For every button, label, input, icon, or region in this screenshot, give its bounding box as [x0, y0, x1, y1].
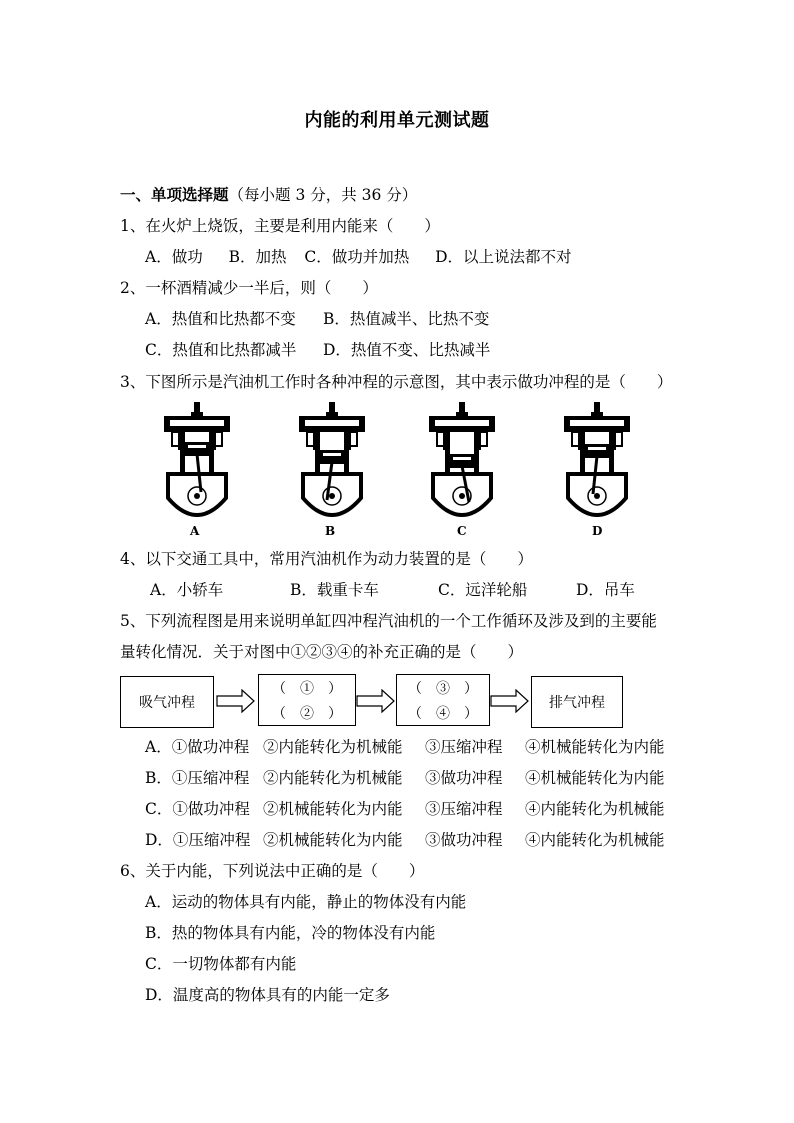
flow-box-3-top: （ ③ ）	[408, 680, 478, 697]
q5-a-4: ④机械能转化为内能	[525, 738, 665, 756]
q5-d-2: ②机械能转化为内能	[263, 831, 403, 849]
engine-stroke-diagrams	[150, 402, 670, 542]
q5-b-2: ②内能转化为机械能	[263, 769, 403, 787]
engine-label-c[interactable]: C	[457, 524, 467, 538]
q5-a-2: ②内能转化为机械能	[263, 738, 403, 756]
q5-d-4: ④内能转化为机械能	[525, 831, 665, 849]
q5-option-c[interactable]	[145, 799, 665, 819]
stroke-flow-diagram	[120, 672, 640, 732]
q5-c-4: ④内能转化为机械能	[525, 800, 665, 818]
q5-c-1: C．①做功冲程	[145, 800, 250, 818]
engine-c-icon	[429, 402, 495, 515]
q5-b-1: B．①压缩冲程	[145, 769, 250, 787]
engine-b-icon	[299, 402, 365, 515]
flow-box-2	[258, 674, 356, 726]
q1-option-c[interactable]: C．做功并加热	[304, 248, 410, 266]
q6-option-a[interactable]: A．运动的物体具有内能，静止的物体没有内能	[145, 893, 467, 911]
q1-option-d[interactable]: D．以上说法都不对	[435, 248, 572, 266]
q6-option-c[interactable]: C．一切物体都有内能	[145, 955, 297, 973]
q5-d-3: ③做功冲程	[425, 831, 503, 849]
question-5-stem-line-2: 量转化情况．关于对图中①②③④的补充正确的是（ ）	[120, 643, 524, 661]
flow-arrow-1-icon	[216, 689, 256, 713]
engine-d-icon	[564, 402, 630, 515]
engine-a-icon	[164, 402, 230, 515]
section-heading	[120, 185, 417, 205]
q1-option-a[interactable]: A．做功	[145, 248, 203, 266]
q5-c-2: ②机械能转化为内能	[263, 800, 403, 818]
page-title: 内能的利用单元测试题	[304, 110, 490, 131]
q4-option-b[interactable]: B．载重卡车	[290, 581, 379, 599]
q4-option-a[interactable]: A．小轿车	[150, 581, 224, 599]
section-heading-note: （每小题 3 分，共 36 分）	[228, 186, 418, 204]
q5-option-b[interactable]	[145, 768, 665, 788]
q1-option-b[interactable]: B．加热	[228, 248, 287, 266]
question-1-stem: 1、在火炉上烧饭，主要是利用内能来（ ）	[120, 217, 440, 235]
q6-option-d[interactable]: D．温度高的物体具有的内能一定多	[145, 986, 390, 1004]
question-5-stem-line-1: 5、下列流程图是用来说明单缸四冲程汽油机的一个工作循环及涉及到的主要能	[120, 612, 657, 630]
q5-option-d[interactable]	[145, 830, 665, 850]
flow-box-2-bottom: （ ② ）	[272, 705, 342, 722]
question-4-stem: 4、以下交通工具中，常用汽油机作为动力装置的是（ ）	[120, 550, 533, 568]
q2-option-a[interactable]: A．热值和比热都不变	[145, 310, 296, 328]
flow-box-3	[396, 674, 490, 726]
q4-option-d[interactable]: D．吊车	[576, 581, 635, 599]
flow-box-exhaust: 排气冲程	[531, 676, 623, 728]
section-heading-label: 一、单项选择题	[120, 185, 229, 204]
q5-a-3: ③压缩冲程	[425, 738, 503, 756]
q2-option-b[interactable]: B．热值减半、比热不变	[323, 310, 490, 328]
q6-option-b[interactable]: B．热的物体具有内能，冷的物体没有内能	[145, 924, 436, 942]
question-2-stem: 2、一杯酒精减少一半后，则（ ）	[120, 279, 378, 297]
engine-label-b[interactable]: B	[325, 524, 336, 538]
question-3-stem: 3、下图所示是汽油机工作时各种冲程的示意图，其中表示做功冲程的是（ ）	[120, 373, 673, 391]
engine-label-a[interactable]: A	[190, 524, 200, 538]
question-1-options	[145, 247, 572, 267]
q5-c-3: ③压缩冲程	[425, 800, 503, 818]
q5-option-a[interactable]	[145, 737, 665, 757]
flow-box-intake: 吸气冲程	[120, 676, 214, 728]
q5-b-3: ③做功冲程	[425, 769, 503, 787]
q5-b-4: ④机械能转化为内能	[525, 769, 665, 787]
q5-a-1: A．①做功冲程	[145, 738, 250, 756]
q5-d-1: D．①压缩冲程	[145, 831, 251, 849]
q4-option-c[interactable]: C．远洋轮船	[438, 581, 528, 599]
q2-option-d[interactable]: D．热值不变、比热减半	[323, 341, 491, 359]
flow-arrow-3-icon	[490, 689, 530, 713]
q2-option-c[interactable]: C．热值和比热都减半	[145, 341, 297, 359]
engine-label-d[interactable]: D	[592, 524, 603, 538]
flow-box-3-bottom: （ ④ ）	[408, 705, 478, 722]
flow-box-2-top: （ ① ）	[272, 680, 342, 697]
question-6-stem: 6、关于内能，下列说法中正确的是（ ）	[120, 862, 425, 880]
flow-arrow-2-icon	[356, 689, 396, 713]
